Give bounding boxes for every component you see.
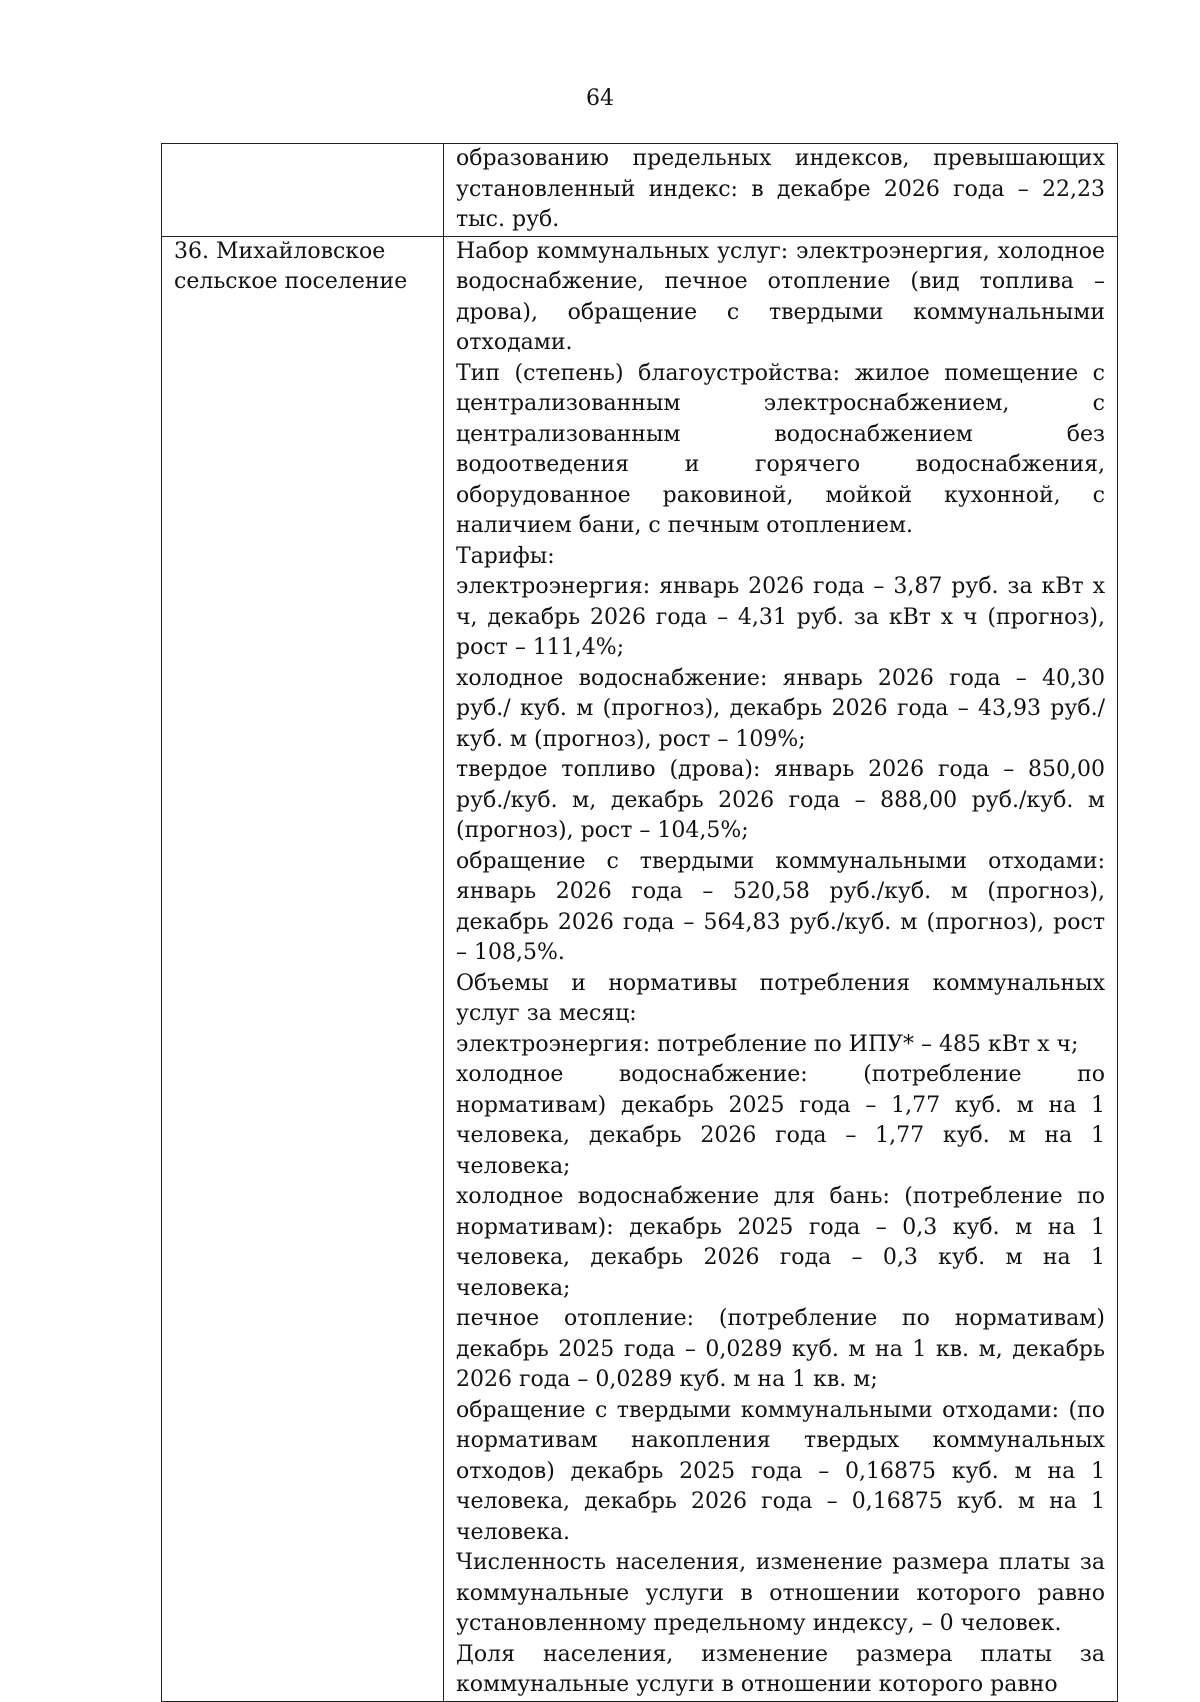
description-paragraph: электроэнергия: потребление по ИПУ* – 485 кВт х ч; — [456, 1031, 1079, 1057]
tariff-table — [161, 143, 1118, 1702]
description-paragraph: Объемы и нормативы потребления коммунальных услуг за месяц: — [456, 970, 1105, 1026]
description-paragraph: Тип (степень) благоустройства: жилое помещение с централизованным электроснабжением, с централизованным водоснабжением без водоотведения и горячего водоснабжения, оборудованное раковиной, мойкой кухонной, с наличием бани, с печным отоплением. — [456, 360, 1105, 538]
description-cell — [444, 236, 1118, 1701]
description-paragraph: обращение с твердыми коммунальными отходами: январь 2026 года – 520,58 руб./куб. м (прогноз), декабрь 2026 года – 564,83 руб./куб. м (прогноз), рост – 108,5%. — [456, 848, 1105, 965]
description-paragraph: Численность населения, изменение размера платы за коммунальные услуги в отношении которого равно установленному предельному индексу, – 0 человек. — [456, 1550, 1105, 1636]
description-paragraph: обращение с твердыми коммунальными отходами: (по нормативам накопления твердых коммунальных отходов) декабрь 2025 года – 0,16875 куб. м на 1 человека, декабрь 2026 года – 0,16875 куб. м на 1 человека. — [456, 1397, 1105, 1545]
page-number: 64 — [586, 86, 614, 111]
description-paragraph: холодное водоснабжение для бань: (потребление по нормативам): декабрь 2025 года – 0,3 куб. м на 1 человека, декабрь 2026 года – 0,3 куб. м на 1 человека; — [456, 1184, 1105, 1301]
description-paragraph: Доля населения, изменение размера платы за коммунальные услуги в отношении которого равно — [456, 1641, 1105, 1697]
table-row — [162, 144, 1118, 237]
description-paragraph: твердое топливо (дрова): январь 2026 года – 850,00 руб./куб. м, декабрь 2026 года – 888,00 руб./куб. м (прогноз), рост – 104,5%; — [456, 757, 1105, 843]
description-cell — [444, 144, 1118, 237]
table-row — [162, 236, 1118, 1701]
description-paragraph: электроэнергия: январь 2026 года – 3,87 руб. за кВт х ч, декабрь 2026 года – 4,31 руб. за кВт х ч (прогноз), рост – 111,4%; — [456, 574, 1105, 660]
municipality-cell — [162, 144, 444, 237]
description-paragraph: Набор коммунальных услуг: электроэнергия, холодное водоснабжение, печное отопление (вид топлива – дрова), обращение с твердыми коммунальными отходами. — [456, 238, 1105, 355]
description-paragraph: образованию предельных индексов, превышающих установленный индекс: в декабре 2026 года – 22,23 тыс. руб. — [456, 146, 1105, 232]
description-paragraph: холодное водоснабжение: январь 2026 года – 40,30 руб./ куб. м (прогноз), декабрь 2026 года – 43,93 руб./куб. м (прогноз), рост – 109%; — [456, 665, 1105, 752]
municipality-cell: 36. Михайловское сельское поселение — [162, 236, 444, 1701]
description-paragraph: холодное водоснабжение: (потребление по нормативам) декабрь 2025 года – 1,77 куб. м на 1 человека, декабрь 2026 года – 1,77 куб. м на 1 человека; — [456, 1062, 1105, 1179]
description-paragraph: Тарифы: — [456, 543, 555, 569]
description-paragraph: печное отопление: (потребление по нормативам) декабрь 2025 года – 0,0289 куб. м на 1 кв. м, декабрь 2026 года – 0,0289 куб. м на 1 кв. м; — [456, 1306, 1105, 1392]
